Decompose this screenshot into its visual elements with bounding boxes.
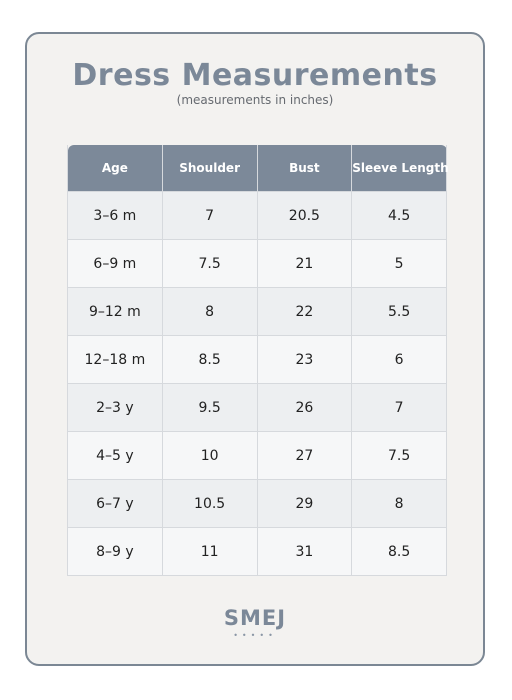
size-chart-card [25, 32, 485, 666]
cell-bust: 20.5 [257, 192, 352, 240]
table-row [68, 192, 447, 240]
cell-age: 9–12 m [68, 288, 163, 336]
cell-shoulder: 8.5 [162, 336, 257, 384]
page-subtitle: (measurements in inches) [176, 93, 334, 107]
cell-bust: 26 [257, 384, 352, 432]
page-title: Dress Measurements [72, 58, 438, 93]
cell-shoulder: 9.5 [162, 384, 257, 432]
cell-shoulder: 10.5 [162, 480, 257, 528]
cell-bust: 23 [257, 336, 352, 384]
table-row [68, 288, 447, 336]
cell-age: 4–5 y [68, 432, 163, 480]
cell-bust: 22 [257, 288, 352, 336]
cell-age: 8–9 y [68, 528, 163, 576]
column-header-bust: Bust [257, 145, 352, 192]
measurements-table [67, 145, 447, 576]
cell-age: 3–6 m [68, 192, 163, 240]
table-row [68, 240, 447, 288]
cell-bust: 31 [257, 528, 352, 576]
cell-shoulder: 7.5 [162, 240, 257, 288]
cell-sleeve-length: 5 [352, 240, 447, 288]
column-header-shoulder: Shoulder [162, 145, 257, 192]
cell-shoulder: 11 [162, 528, 257, 576]
cell-sleeve-length: 4.5 [352, 192, 447, 240]
cell-sleeve-length: 8 [352, 480, 447, 528]
brand-logo: SMEJ [223, 606, 287, 630]
cell-sleeve-length: 8.5 [352, 528, 447, 576]
cell-bust: 21 [257, 240, 352, 288]
table-row [68, 432, 447, 480]
brand-dots: ••••• [233, 631, 277, 640]
table-row [68, 384, 447, 432]
cell-bust: 27 [257, 432, 352, 480]
cell-shoulder: 7 [162, 192, 257, 240]
cell-sleeve-length: 5.5 [352, 288, 447, 336]
cell-sleeve-length: 6 [352, 336, 447, 384]
cell-age: 12–18 m [68, 336, 163, 384]
column-header-sleeve-length: Sleeve Length [352, 145, 447, 192]
cell-age: 2–3 y [68, 384, 163, 432]
cell-sleeve-length: 7.5 [352, 432, 447, 480]
cell-shoulder: 8 [162, 288, 257, 336]
cell-age: 6–9 m [68, 240, 163, 288]
table-row [68, 528, 447, 576]
cell-sleeve-length: 7 [352, 384, 447, 432]
column-header-age: Age [68, 145, 163, 192]
cell-shoulder: 10 [162, 432, 257, 480]
table-header-row [68, 145, 447, 192]
cell-age: 6–7 y [68, 480, 163, 528]
cell-bust: 29 [257, 480, 352, 528]
table-row [68, 336, 447, 384]
table-row [68, 480, 447, 528]
